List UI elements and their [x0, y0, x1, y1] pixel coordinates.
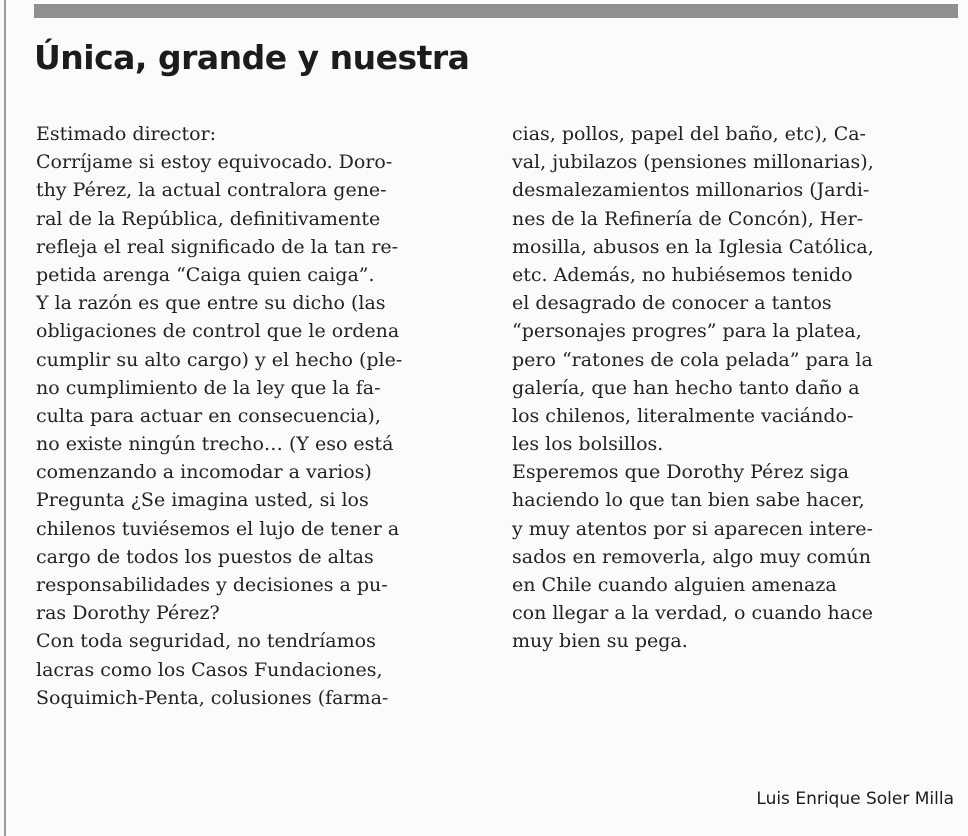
body-line: comenzando a incomodar a varios) [36, 461, 372, 484]
body-line: los chilenos, literalmente vaciándo- [512, 404, 854, 427]
body-column-1 [36, 120, 506, 712]
body-line: chilenos tuviésemos el lujo de tener a [36, 517, 400, 540]
body-line: Y la razón es que entre su dicho (las [36, 292, 386, 315]
body-line: en Chile cuando alguien amenaza [512, 574, 837, 596]
body-line: petida arenga “Caiga quien caiga”. [36, 263, 375, 286]
body-line: pero “ratones de cola pelada” para la [512, 348, 873, 371]
body-line: haciendo lo que tan bien sabe hacer, [512, 489, 865, 512]
body-line: ras Dorothy Pérez? [36, 602, 220, 625]
body-line: Pregunta ¿Se imagina usted, si los [36, 489, 369, 512]
body-line: Estimado director: [36, 123, 217, 145]
body-line: culta para actuar en consecuencia), [36, 404, 381, 427]
body-line: lacras como los Casos Fundaciones, [36, 658, 383, 681]
body-line: cumplir su alto cargo) y el hecho (ple- [36, 348, 403, 371]
body-column-2 [512, 120, 962, 656]
top-section-bar [34, 4, 958, 18]
body-line: obligaciones de control que le ordena [36, 320, 400, 343]
body-line: etc. Además, no hubiésemos tenido [512, 263, 853, 286]
body-line: mosilla, abusos en la Iglesia Católica, [512, 235, 874, 258]
body-line: ral de la República, definitivamente [36, 207, 381, 230]
body-line: no existe ningún trecho… (Y eso está [36, 433, 394, 456]
body-line: el desagrado de conocer a tantos [512, 292, 832, 315]
body-line: nes de la Refinería de Concón), Her- [512, 207, 864, 230]
body-line: sados en removerla, algo muy común [512, 545, 871, 568]
body-line: “personajes progres” para la platea, [512, 320, 862, 343]
body-line: responsabilidades y decisiones a pu- [36, 574, 388, 596]
author-signature: Luis Enrique Soler Milla [756, 789, 954, 809]
body-line: refleja el real significado de la tan re- [36, 235, 399, 258]
body-line: les los bolsillos. [512, 433, 664, 456]
body-line: cias, pollos, papel del baño, etc), Ca- [512, 123, 866, 145]
body-line: Esperemos que Dorothy Pérez siga [512, 461, 849, 484]
body-line: Soquimich-Penta, colusiones (farma- [36, 686, 389, 709]
body-line: cargo de todos los puestos de altas [36, 545, 374, 568]
body-line: Con toda seguridad, no tendríamos [36, 630, 376, 653]
body-line: Corríjame si estoy equivocado. Doro- [36, 151, 393, 174]
body-line: con llegar a la verdad, o cuando hace [512, 602, 873, 625]
body-line: galería, que han hecho tanto daño a [512, 376, 860, 399]
body-line: thy Pérez, la actual contralora gene- [36, 179, 387, 202]
headline: Única, grande y nuestra [34, 38, 470, 77]
left-column-rule [4, 0, 6, 836]
body-line: desmalezamientos millonarios (Jardi- [512, 179, 870, 202]
body-line: muy bien su pega. [512, 630, 688, 653]
body-line: no cumplimiento de la ley que la fa- [36, 376, 381, 399]
body-line: val, jubilazos (pensiones millonarias), [512, 151, 874, 174]
body-line: y muy atentos por si aparecen intere- [512, 517, 873, 540]
